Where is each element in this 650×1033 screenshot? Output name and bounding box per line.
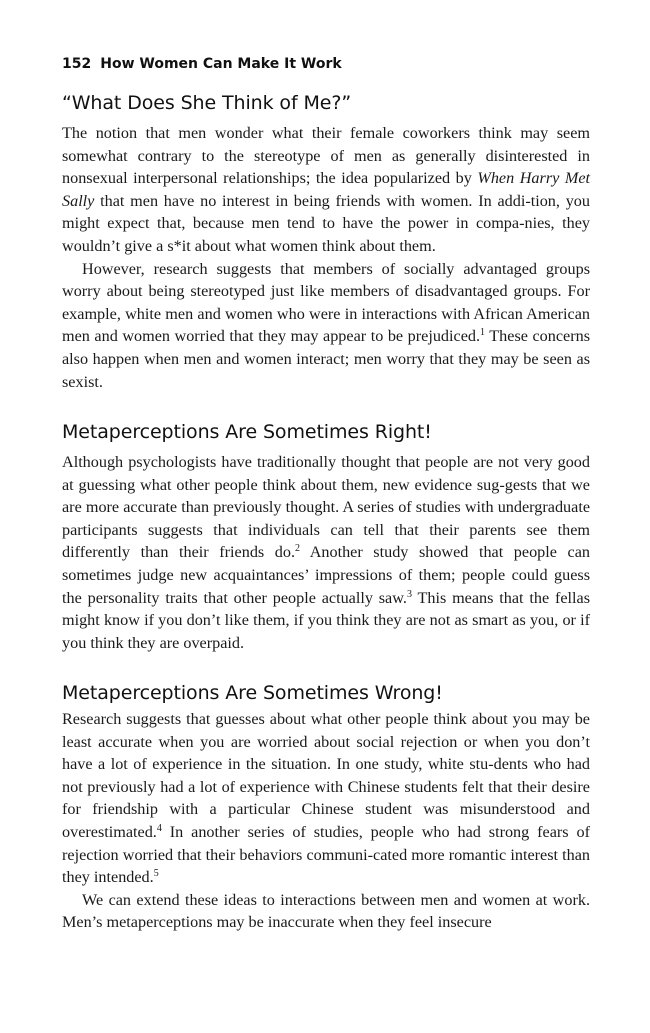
- paragraph-text: Another study showed that people can sometimes judge new acquaintances’ impressions of them; people could guess the personality traits that other people actually saw.: [62, 543, 590, 607]
- paragraph-text: Research suggests that guesses about what other people think about you may be least accurate when you are worried about social rejection or when you don’t have a lot of experience in the situation. In one study, white stu-dents who had not previously had a lot of experience with Chinese students felt that their desire for friendship with a particular Chinese student was misunderstood and overestimated.: [62, 710, 590, 841]
- paragraph-text: We can extend these ideas to interactions between men and women at work. Men’s metaperceptions may be inaccurate when they feel insecure: [62, 890, 590, 932]
- section-body-what-does-she-think: [62, 122, 590, 393]
- paragraph-text: that men have no interest in being friends with women. In addi-tion, you might expect that, because men tend to have the power in compa-nies, they wouldn’t give a s*it about what women think about them.: [62, 191, 590, 255]
- paragraph-text: However, research suggests that members of socially advantaged groups worry about being stereotyped just like members of disadvantaged groups. For example, white men and women who were in interactions with African American men and women worried that they may appear to be prejudiced.: [62, 259, 590, 346]
- section-heading-sometimes-right: Metaperceptions Are Sometimes Right!: [62, 421, 432, 443]
- footnote-ref: 3: [406, 588, 412, 600]
- footnote-ref: 1: [480, 327, 486, 339]
- paragraph: [62, 889, 590, 934]
- section-body-sometimes-wrong: [62, 708, 590, 934]
- paragraph: [62, 708, 590, 889]
- paragraph-text: These concerns also happen when men and women interact; men worry that they may be seen as sexist.: [62, 327, 590, 391]
- running-head-title: How Women Can Make It Work: [100, 56, 342, 72]
- paragraph-text: This means that the fellas might know if you don’t like them, if you think they are not as smart as you, or if you think they are overpaid.: [62, 588, 591, 652]
- footnote-ref: 5: [153, 868, 159, 880]
- section-heading-sometimes-wrong: Metaperceptions Are Sometimes Wrong!: [62, 682, 443, 704]
- footnote-ref: 4: [156, 822, 162, 834]
- paragraph: [62, 258, 590, 394]
- footnote-ref: 2: [295, 543, 301, 555]
- section-body-sometimes-right: [62, 451, 590, 654]
- paragraph-text: The notion that men wonder what their female coworkers think may seem somewhat contrary to the stereotype of men as generally disinterested in nonsexual interpersonal relationships; the idea popularized by: [62, 124, 590, 188]
- section-heading-what-does-she-think: “What Does She Think of Me?”: [62, 92, 352, 114]
- paragraph: [62, 122, 590, 258]
- paragraph-text: Although psychologists have traditionally thought that people are not very good at guessing what other people think about them, new evidence sug-gests that we are more accurate than previously thought. A series of studies with undergraduate participants suggests that individuals can tell that their parents see them differently than their friends do.: [62, 453, 590, 562]
- film-title: When Harry Met Sally: [62, 169, 590, 210]
- page-number: 152: [62, 56, 92, 72]
- running-head: [62, 56, 342, 72]
- paragraph-text: In another series of studies, people who had strong fears of rejection worried that their behaviors communi-cated more romantic interest than they intended.: [62, 822, 590, 887]
- paragraph: [62, 451, 590, 654]
